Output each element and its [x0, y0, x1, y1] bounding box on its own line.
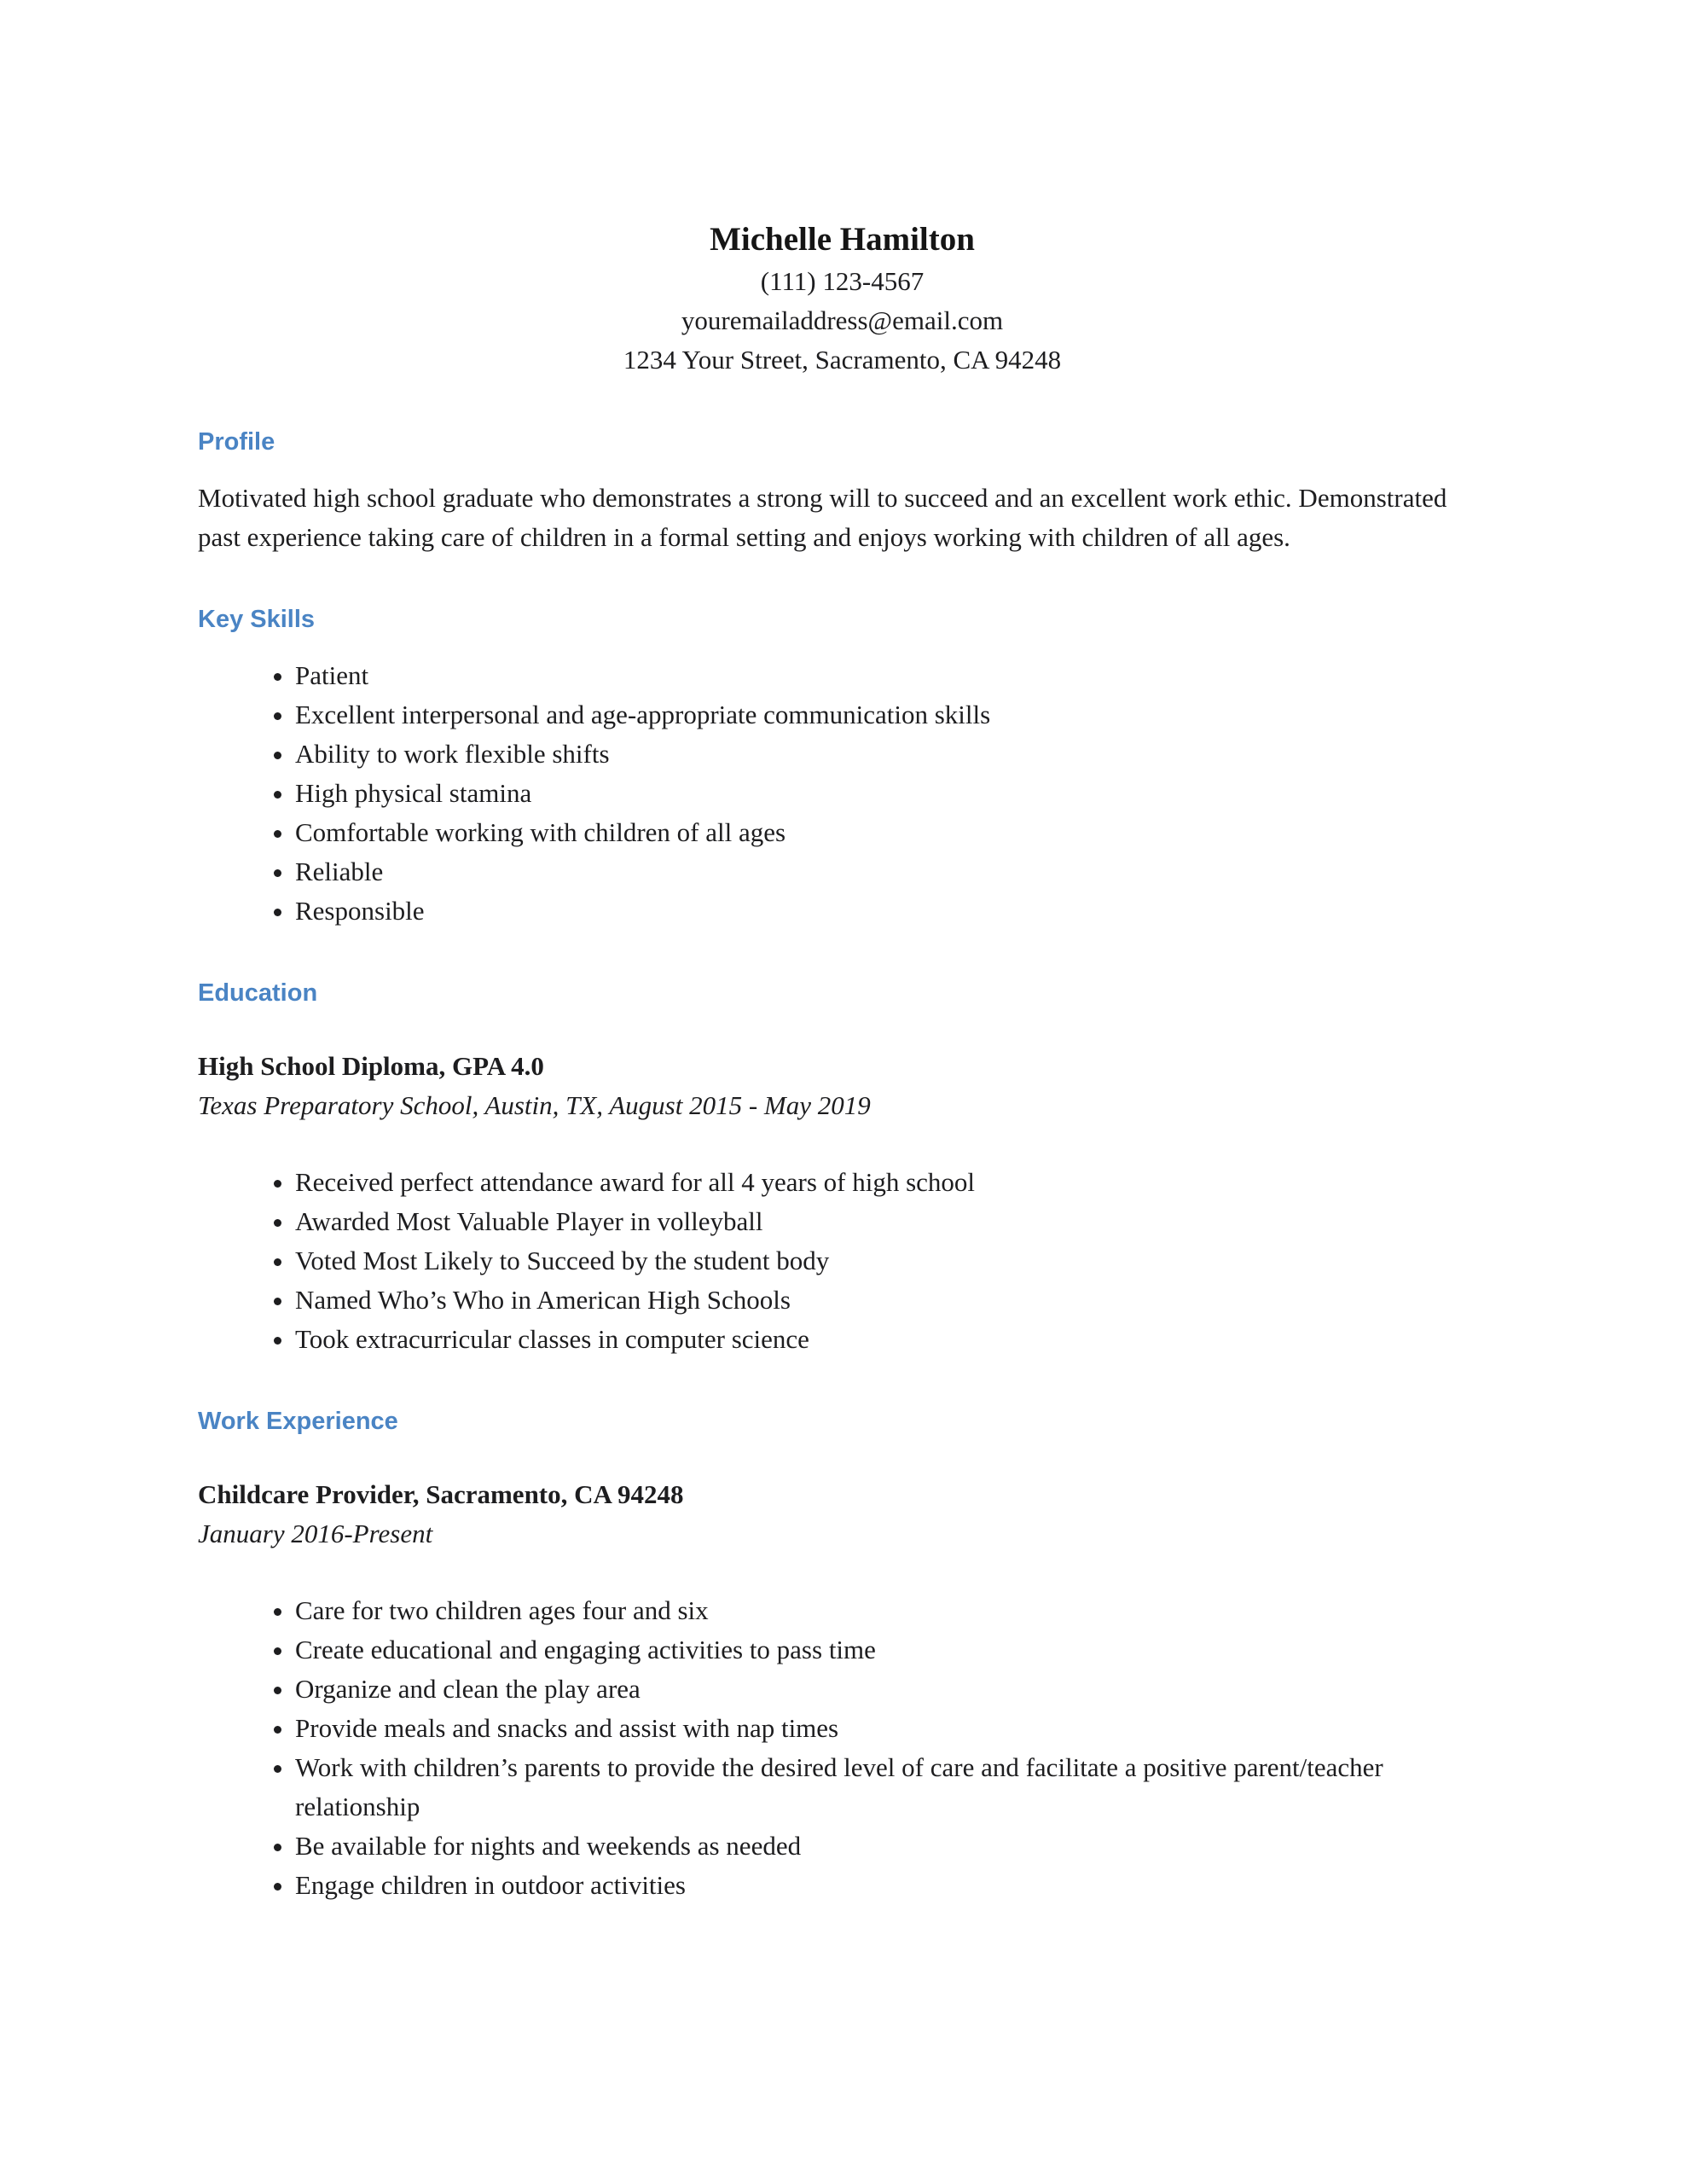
person-name: Michelle Hamilton — [710, 221, 975, 258]
skill-item: • Excellent interpersonal and age-appropriate communication skills — [295, 695, 1487, 735]
education-item: • Awarded Most Valuable Player in volleyball — [295, 1202, 1487, 1241]
skill-item: • Patient — [295, 656, 1487, 695]
education-item: • Named Who’s Who in American High Schools — [295, 1281, 1487, 1320]
education-item: • Voted Most Likely to Succeed by the student body — [295, 1241, 1487, 1281]
section-work-experience — [198, 1407, 1487, 1905]
education-item: • Took extracurricular classes in computer science — [295, 1320, 1487, 1359]
email-address: youremailaddress@email.com — [681, 305, 1004, 335]
profile-heading: Profile — [198, 428, 275, 456]
section-profile — [198, 427, 1487, 557]
education-school-line: Texas Preparatory School, Austin, TX, August 2015 - May 2019 — [198, 1090, 871, 1120]
job-title: Childcare Provider, Sacramento, CA 94248 — [198, 1479, 684, 1509]
section-key-skills — [198, 605, 1487, 931]
work-item: • Provide meals and snacks and assist with nap times — [295, 1709, 1487, 1748]
key-skills-list — [198, 656, 1487, 931]
resume-header — [198, 218, 1487, 380]
street-address: 1234 Your Street, Sacramento, CA 94248 — [623, 345, 1062, 375]
education-item: • Received perfect attendance award for all 4 years of high school — [295, 1163, 1487, 1202]
education-heading: Education — [198, 979, 318, 1007]
work-item: • Be available for nights and weekends as needed — [295, 1827, 1487, 1866]
education-list — [198, 1163, 1487, 1359]
skill-item: • Reliable — [295, 852, 1487, 892]
job-dates: January 2016-Present — [198, 1519, 433, 1548]
skill-item: • Comfortable working with children of all ages — [295, 813, 1487, 852]
skill-item: • High physical stamina — [295, 774, 1487, 813]
section-education — [198, 979, 1487, 1359]
work-experience-list — [198, 1591, 1487, 1905]
phone-number: (111) 123-4567 — [760, 266, 925, 296]
education-degree: High School Diploma, GPA 4.0 — [198, 1051, 544, 1081]
work-item: • Engage children in outdoor activities — [295, 1866, 1487, 1905]
profile-paragraph: Motivated high school graduate who demonstrates a strong will to succeed and an excellent work ethic. Demonstrated past experience taking care of children in a formal setting and enjoys working with children of all ages. — [198, 483, 1447, 552]
work-item: • Work with children’s parents to provide the desired level of care and facilitate a positive parent/teacher relationship — [295, 1748, 1487, 1827]
work-item: • Create educational and engaging activities to pass time — [295, 1630, 1487, 1670]
work-item: • Care for two children ages four and six — [295, 1591, 1487, 1630]
skill-item: • Responsible — [295, 892, 1487, 931]
work-item: • Organize and clean the play area — [295, 1670, 1487, 1709]
work-experience-heading: Work Experience — [198, 1408, 398, 1435]
key-skills-heading: Key Skills — [198, 606, 316, 633]
skill-item: • Ability to work flexible shifts — [295, 735, 1487, 774]
